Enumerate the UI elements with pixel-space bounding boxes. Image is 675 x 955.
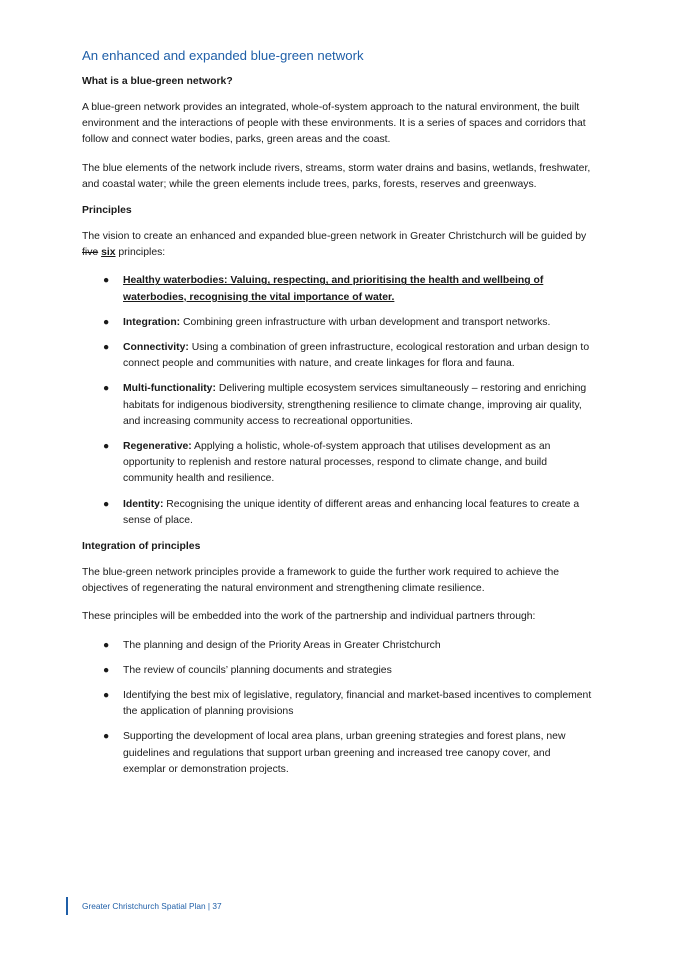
section-heading-integration: Integration of principles	[82, 541, 201, 553]
bullet-icon: ●	[103, 731, 110, 743]
paragraph-framework: The blue-green network principles provide a framework to guide the further work required to achieve the objectives of regenerating the natural environment and strengthening climate resilience.	[82, 567, 560, 595]
bullet-icon: ●	[103, 383, 110, 395]
list-item	[82, 340, 595, 372]
struck-word: five	[82, 247, 99, 259]
intro-text: The vision to create an enhanced and expanded blue-green network in Greater Christchurch will be guided by	[82, 231, 587, 243]
list-item-text: Supporting the development of local area plans, urban greening strategies and forest plans, new guidelines and regulations that support urban greening and increased tree canopy cover, and exemplar or demonstration projects.	[123, 731, 566, 775]
list-item-text: Identifying the best mix of legislative, regulatory, financial and market-based incentives to complement the application of planning provisions	[123, 690, 592, 718]
paragraph-definition: A blue-green network provides an integrated, whole-of-system approach to the natural environment, the built environment and the interactions of people with these environments. It is a series of spaces and corridors that follow and connect water bodies, parks, green areas and the coast.	[82, 102, 586, 146]
principle-text: Delivering multiple ecosystem services simultaneously – restoring and enriching habitats for indigenous biodiversity, strengthening resilience to climate change, improving air quality, and increasing community access to recreational opportunities.	[123, 383, 587, 427]
bullet-icon: ●	[103, 664, 110, 676]
principle-label: Healthy waterbodies: Valuing, respecting, and prioritising the health and wellbeing of waterbodies, recognising the vital importance of water.	[123, 275, 544, 303]
principle-label: Integration:	[123, 316, 181, 328]
list-item-text: The review of councils’ planning documents and strategies	[123, 664, 392, 676]
inserted-word: six	[101, 247, 116, 259]
list-item	[82, 315, 595, 331]
list-item-text: The planning and design of the Priority Areas in Greater Christchurch	[123, 639, 441, 651]
list-item	[82, 729, 595, 778]
principle-text: Applying a holistic, whole-of-system approach that utilises development as an opportunity to replenish and restore natural processes, respond to climate change, and build community health and resilience.	[123, 441, 551, 485]
paragraph-embedded: These principles will be embedded into the work of the partnership and individual partners through:	[82, 611, 536, 623]
page-footer: Greater Christchurch Spatial Plan | 37	[66, 897, 222, 915]
paragraph-elements: The blue elements of the network include rivers, streams, storm water drains and basins, wetlands, freshwater, and coastal water; while the green elements include trees, parks, forests, reserves and greenways.	[82, 162, 591, 190]
principles-list	[82, 273, 595, 529]
principle-text: Using a combination of green infrastructure, ecological restoration and urban design to connect people and communities with nature, and create linkages for flora and fauna.	[123, 342, 590, 370]
list-item	[82, 638, 595, 654]
principle-label: Regenerative:	[123, 441, 192, 453]
integration-list	[82, 638, 595, 778]
list-item	[82, 273, 595, 305]
section-heading-what-is: What is a blue-green network?	[82, 76, 233, 87]
bullet-icon: ●	[103, 441, 110, 453]
bullet-icon: ●	[103, 498, 110, 510]
principle-text: Combining green infrastructure with urban development and transport networks.	[180, 316, 551, 328]
paragraph-principles-intro	[82, 229, 595, 261]
page-title: An enhanced and expanded blue-green network	[82, 48, 364, 63]
list-item	[82, 688, 595, 720]
list-item	[82, 663, 595, 679]
principle-label: Connectivity:	[123, 342, 189, 354]
list-item	[82, 439, 595, 488]
bullet-icon: ●	[103, 342, 110, 354]
section-heading-principles: Principles	[82, 205, 132, 217]
principle-label: Identity:	[123, 498, 164, 510]
bullet-icon: ●	[103, 690, 110, 702]
principle-label: Multi-functionality:	[123, 383, 216, 395]
list-item	[82, 497, 595, 529]
bullet-icon: ●	[103, 316, 110, 328]
intro-text-end: principles:	[118, 247, 166, 259]
list-item	[82, 381, 595, 430]
principle-text: Recognising the unique identity of different areas and enhancing local features to create a sense of place.	[123, 498, 580, 526]
bullet-icon: ●	[103, 639, 110, 651]
bullet-icon: ●	[103, 275, 110, 287]
